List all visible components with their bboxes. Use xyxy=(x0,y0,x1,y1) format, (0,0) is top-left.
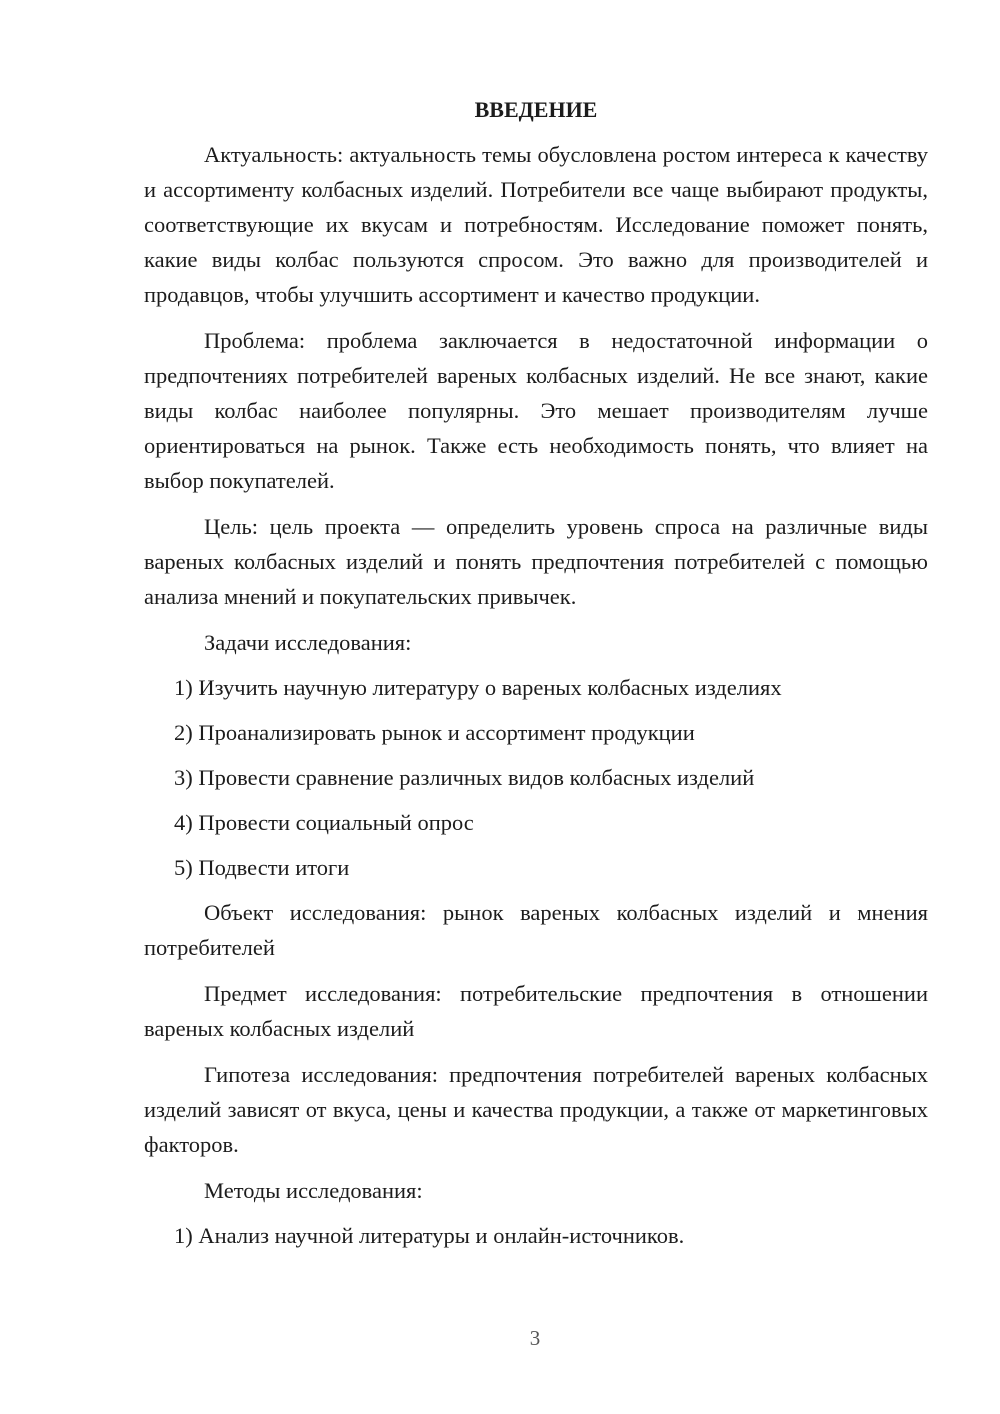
object-paragraph: Объект исследования: рынок вареных колбасных изделий и мнения потребителей xyxy=(144,900,928,960)
goal-paragraph: Цель: цель проекта — определить уровень спроса на различные виды вареных колбасных изделий и понять предпочтения потребителей с помощью анализа мнений и покупательских привычек. xyxy=(144,514,928,609)
list-item: 2) Проанализировать рынок и ассортимент продукции xyxy=(174,720,695,745)
page-content xyxy=(144,95,928,1263)
page-title: ВВЕДЕНИЕ xyxy=(474,97,598,122)
methods-heading: Методы исследования: xyxy=(204,1178,423,1203)
list-item: 1) Анализ научной литературы и онлайн-источников. xyxy=(174,1223,685,1248)
subject-paragraph: Предмет исследования: потребительские предпочтения в отношении вареных колбасных изделий xyxy=(144,981,928,1041)
problem-paragraph: Проблема: проблема заключается в недостаточной информации о предпочтениях потребителей вареных колбасных изделий. Не все знают, какие виды колбас наиболее популярны. Это мешает производителям лучше ориентироваться на рынок. Также есть необходимость понять, что влияет на выбор покупателей. xyxy=(144,328,928,493)
list-item: 5) Подвести итоги xyxy=(174,855,350,880)
page-number: 3 xyxy=(529,1326,541,1350)
hypothesis-paragraph: Гипотеза исследования: предпочтения потребителей вареных колбасных изделий зависят от вкуса, цены и качества продукции, а также от маркетинговых факторов. xyxy=(144,1062,928,1157)
list-item: 1) Изучить научную литературу о вареных колбасных изделиях xyxy=(174,675,782,700)
tasks-heading: Задачи исследования: xyxy=(204,630,412,655)
relevance-paragraph: Актуальность: актуальность темы обусловлена ростом интереса к качеству и ассортименту колбасных изделий. Потребители все чаще выбирают продукты, соответствующие их вкусам и потребностям. Исследование поможет понять, какие виды колбас пользуются спросом. Это важно для производителей и продавцов, чтобы улучшить ассортимент и качество продукции. xyxy=(144,142,928,307)
tasks-list xyxy=(144,670,928,885)
list-item: 3) Провести сравнение различных видов колбасных изделий xyxy=(174,765,755,790)
list-item: 4) Провести социальный опрос xyxy=(174,810,474,835)
methods-list xyxy=(144,1218,928,1253)
